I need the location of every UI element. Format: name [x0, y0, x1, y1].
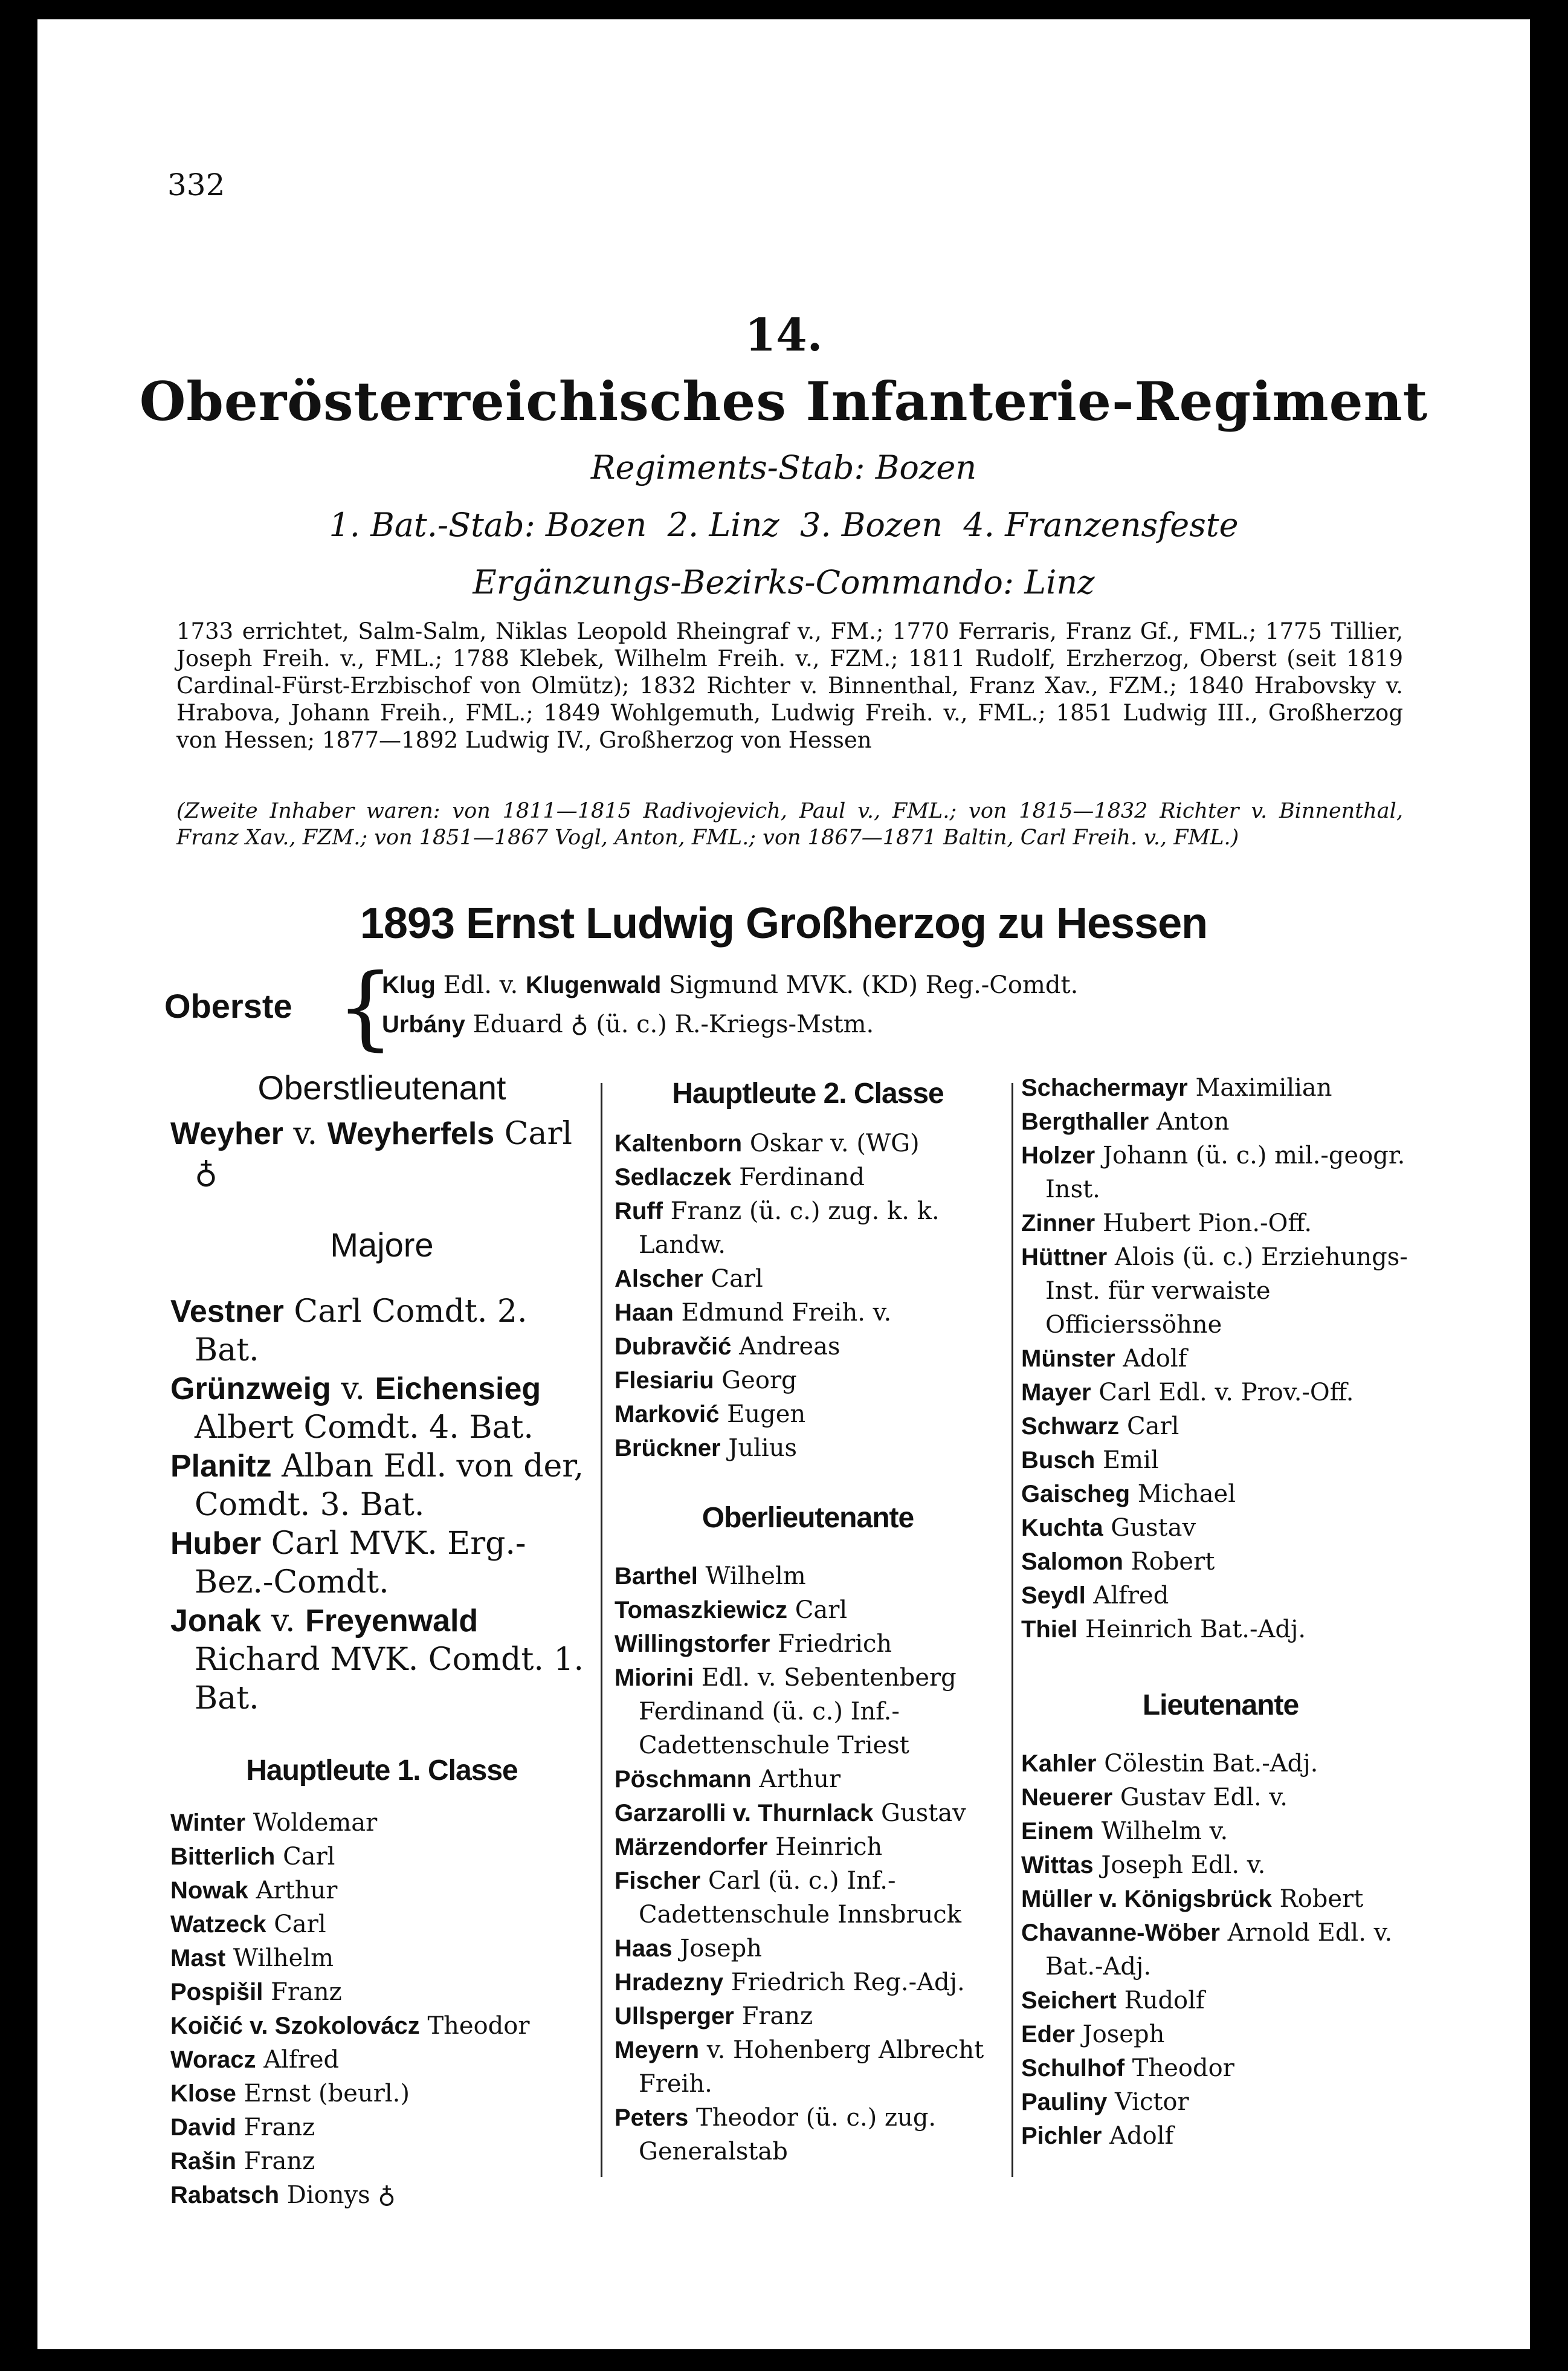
list-item: Seydl Alfred	[1021, 1582, 1169, 1609]
list-item: Kahler Cölestin Bat.-Adj.	[1021, 1750, 1318, 1777]
section-heading: Oberstlieutenant	[257, 1069, 506, 1107]
list-item: Nowak Arthur	[170, 1877, 338, 1904]
list-item: Mayer Carl Edl. v. Prov.-Off.	[1021, 1379, 1354, 1406]
list-item: Neuerer Gustav Edl. v.	[1021, 1784, 1288, 1811]
list-item: Märzendorfer Heinrich	[615, 1833, 883, 1861]
list-item: Haan Edmund Freih. v.	[615, 1299, 892, 1327]
list-item: Fischer Carl (ü. c.) Inf.-Cadettenschule Innsbruck	[615, 1867, 961, 1929]
list-item: Mast Wilhelm	[170, 1944, 334, 1972]
list-item: Rabatsch Dionys ♁	[170, 2181, 396, 2209]
list-item: Winter Woldemar	[170, 1809, 378, 1837]
list-item: Marković Eugen	[615, 1400, 806, 1428]
list-item: Zinner Hubert Pion.-Off.	[1021, 1209, 1312, 1237]
list-item: Meyern v. Hohenberg Albrecht Freih.	[615, 2036, 984, 2098]
section-heading: Lieutenante	[1142, 1689, 1299, 1721]
list-item: Bergthaller Anton	[1021, 1108, 1230, 1136]
list-item: Ruff Franz (ü. c.) zug. k. k. Landw.	[615, 1197, 940, 1259]
section-heading: Oberlieutenante	[702, 1502, 914, 1534]
list-item: David Franz	[170, 2114, 315, 2141]
section-heading: Hauptleute 2. Classe	[672, 1078, 944, 1110]
list-item: Müller v. Königsbrück Robert	[1021, 1885, 1364, 1913]
regiment-owner: 1893 Ernst Ludwig Großherzog zu Hessen	[360, 899, 1208, 948]
column-2	[615, 1071, 1001, 2169]
list-item: Pauliny Victor	[1021, 2088, 1189, 2116]
list-item: Planitz Alban Edl. von der, Comdt. 3. Bat.	[170, 1448, 584, 1523]
regiment-number: 14.	[744, 309, 823, 361]
list-item: Bitterlich Carl	[170, 1843, 335, 1871]
list-item: Hüttner Alois (ü. c.) Erziehungs-Inst. für verwaiste Officierssöhne	[1021, 1243, 1408, 1339]
list-item: Eder Joseph	[1021, 2020, 1165, 2048]
list-item: Tomaszkiewicz Carl	[615, 1596, 848, 1624]
column-1	[170, 1071, 593, 2212]
list-item: Einem Wilhelm v.	[1021, 1817, 1228, 1845]
list-item: Willingstorfer Friedrich	[615, 1630, 892, 1658]
list-item: Pöschmann Arthur	[615, 1765, 841, 1793]
list-item: Kuchta Gustav	[1021, 1514, 1196, 1542]
list-item: Schachermayr Maximilian	[1021, 1074, 1332, 1102]
page-number: 332	[167, 167, 225, 202]
list-item: Pichler Adolf	[1021, 2122, 1174, 2150]
list-item: Haas Joseph	[615, 1935, 763, 1962]
list-item: Salomon Robert	[1021, 1548, 1215, 1576]
list-item: Gaischeg Michael	[1021, 1480, 1236, 1508]
list-item: Woracz Alfred	[170, 2046, 340, 2074]
list-item: Alscher Carl	[615, 1265, 763, 1293]
second-owners: (Zweite Inhaber waren: von 1811—1815 Radivojevich, Paul v., FML.; von 1815—1832 Richter v. Binnenthal, Franz Xav., FZM.; von 1851—1867 Vogl, Anton, FML.; von 1867—1871 Baltin, Carl Freih. v., FML.)	[176, 799, 1403, 850]
list-item: Hradezny Friedrich Reg.-Adj.	[615, 1968, 965, 1996]
list-item: Huber Carl MVK. Erg.-Bez.-Comdt.	[170, 1525, 526, 1600]
column-3	[1021, 1071, 1420, 2153]
list-item: Dubravčić Andreas	[615, 1333, 840, 1360]
battalion-stations: 1. Bat.-Stab: Bozen 2. Linz 3. Bozen 4. Franzensfeste	[329, 506, 1239, 544]
list-item: Chavanne-Wöber Arnold Edl. v. Bat.-Adj.	[1021, 1919, 1393, 1981]
list-item: Weyher v. Weyherfels Carl ♁	[170, 1116, 573, 1191]
regiment-title: Oberösterreichisches Infanterie-Regiment	[139, 370, 1428, 433]
list-item: Klose Ernst (beurl.)	[170, 2080, 410, 2107]
list-item: Ullsperger Franz	[615, 2002, 813, 2030]
list-item: Peters Theodor (ü. c.) zug. Generalstab	[615, 2104, 937, 2166]
list-item: Busch Emil	[1021, 1446, 1159, 1474]
list-item: Wittas Joseph Edl. v.	[1021, 1851, 1266, 1879]
list-item: Seichert Rudolf	[1021, 1987, 1205, 2014]
list-item: Thiel Heinrich Bat.-Adj.	[1021, 1616, 1306, 1643]
document-page	[37, 19, 1530, 2349]
oberste-entry: Urbány Eduard ♁ (ü. c.) R.-Kriegs-Mstm.	[382, 1011, 874, 1038]
list-item: Koičić v. Szokolovácz Theodor	[170, 2012, 530, 2040]
list-item: Schulhof Theodor	[1021, 2054, 1234, 2082]
list-item: Rašin Franz	[170, 2147, 315, 2175]
list-item: Schwarz Carl	[1021, 1412, 1179, 1440]
list-item: Watzeck Carl	[170, 1910, 326, 1938]
list-item: Münster Adolf	[1021, 1345, 1187, 1373]
list-item: Miorini Edl. v. Sebentenberg Ferdinand (ü. c.) Inf.-Cadettenschule Triest	[615, 1664, 957, 1759]
section-heading: Majore	[330, 1226, 434, 1264]
column-divider	[1011, 1083, 1013, 2177]
section-heading: Hauptleute 1. Classe	[246, 1755, 518, 1787]
list-item: Barthel Wilhelm	[615, 1562, 806, 1590]
regiment-stab: Regiments-Stab: Bozen	[590, 448, 977, 487]
list-item: Jonak v. Freyenwald Richard MVK. Comdt. 1. Bat.	[170, 1603, 584, 1716]
column-divider	[601, 1083, 602, 2177]
list-item: Pospišil Franz	[170, 1978, 342, 2006]
list-item: Flesiariu Georg	[615, 1367, 797, 1394]
oberste-label: Oberste	[164, 987, 292, 1025]
oberste-entry: Klug Edl. v. Klugenwald Sigmund MVK. (KD) Reg.-Comdt.	[382, 971, 1079, 999]
list-item: Brückner Julius	[615, 1434, 798, 1462]
supplementary-district: Ergänzungs-Bezirks-Commando: Linz	[473, 563, 1095, 601]
list-item: Vestner Carl Comdt. 2. Bat.	[170, 1293, 528, 1368]
brace-icon: {	[337, 955, 395, 1060]
list-item: Grünzweig v. Eichensieg Albert Comdt. 4. Bat.	[170, 1371, 541, 1446]
list-item: Holzer Johann (ü. c.) mil.-geogr. Inst.	[1021, 1142, 1405, 1203]
list-item: Garzarolli v. Thurnlack Gustav	[615, 1799, 966, 1827]
list-item: Kaltenborn Oskar v. (WG)	[615, 1130, 920, 1157]
regiment-history: 1733 errichtet, Salm-Salm, Niklas Leopold Rheingraf v., FM.; 1770 Ferraris, Franz Gf., FML.; 1775 Tillier, Joseph Freih. v., FML.; 1788 Klebek, Wilhelm Freih. v., FZM.; 1811 Rudolf, Erzherzog, Oberst (seit 1819 Cardinal-Fürst-Erzbischof von Olmütz); 1832 Richter v. Binnenthal, Franz Xav., FZM.; 1840 Hrabovsky v. Hrabova, Johann Freih., FML.; 1849 Wohlgemuth, Ludwig Freih. v., FML.; 1851 Ludwig III., Großherzog von Hessen; 1877—1892 Ludwig IV., Großherzog von Hessen	[176, 618, 1403, 753]
list-item: Sedlaczek Ferdinand	[615, 1163, 865, 1191]
